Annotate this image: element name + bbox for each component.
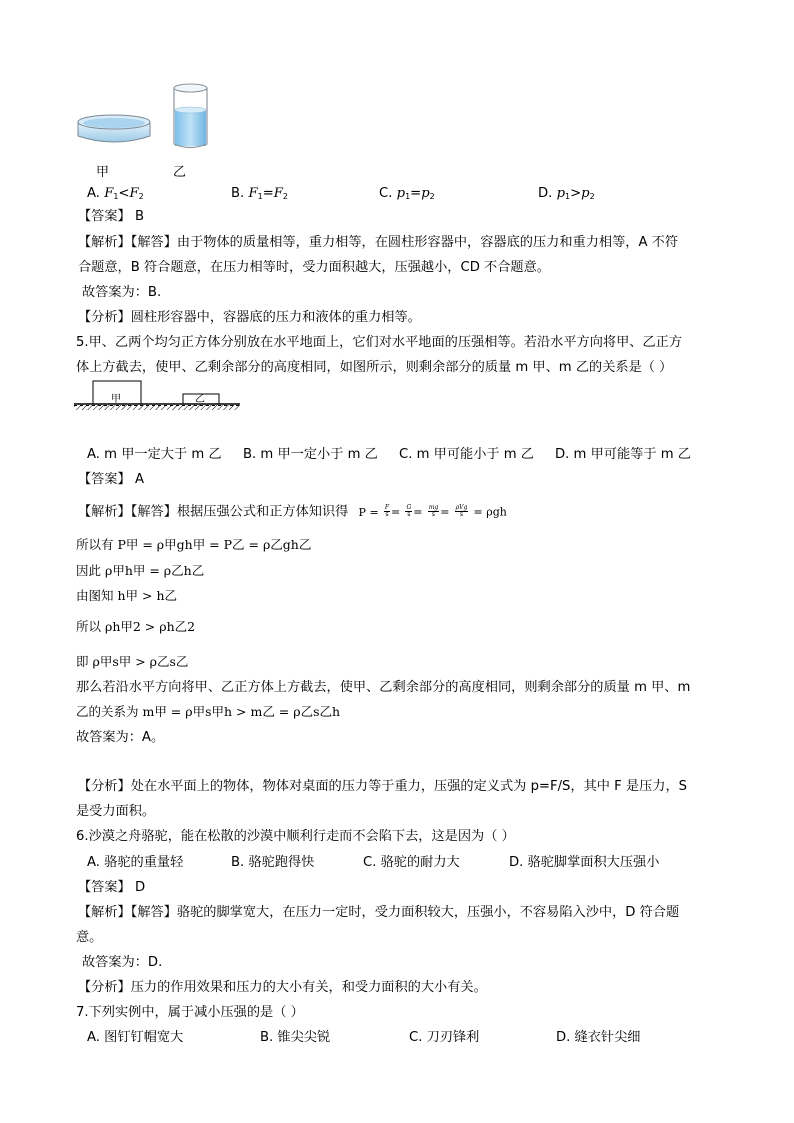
q5-option-a: A. m 甲一定大于 m 乙 (87, 447, 222, 462)
q4-analysis-line1: 【解析】【解答】由于物体的质量相等，重力相等，在圆柱形容器中，容器底的压力和重力相等，A 不符 (78, 235, 679, 250)
q5-note-line1: 【分析】处在水平面上的物体，物体对桌面的压力等于重力，压强的定义式为 p=F/S，其中 F 是压力，S (78, 779, 688, 794)
q6-analysis-line1: 【解析】【解答】骆驼的脚掌宽大，在压力一定时，受力面积较大，压强小，不容易陷入沙中，D 符合题 (78, 905, 680, 920)
q4-option-a: A. $F_1<F_2$ (87, 186, 144, 201)
q5-final-answer: 故答案为：A。 (76, 730, 165, 745)
q6-option-c: C. 骆驼的耐力大 (363, 855, 460, 870)
q5-figure-label-b: 乙 (195, 394, 205, 405)
q6-option-b: B. 骆驼跑得快 (231, 855, 315, 870)
q5-solution-line7: 那么若沿水平方向将甲、乙正方体上方截去，使甲、乙剩余部分的高度相同，则剩余部分的质量 m 甲、m (76, 680, 691, 695)
q5-solution-line4: 由图知 h甲 > h乙 (76, 588, 177, 603)
q5-solution-line5: 所以 ρh甲2 > ρh乙2 (76, 619, 196, 634)
q4-analysis-line2: 合题意，B 符合题意，在压力相等时，受力面积越大，压强越小，CD 不合题意。 (78, 260, 550, 275)
q6-final-answer: 故答案为：D. (82, 955, 163, 970)
q5-solution-line8: 乙的关系为 m甲 = ρ甲s甲h > m乙 = ρ乙s乙h (76, 704, 341, 719)
q5-solution-line2: 所以有 P甲 = ρ甲gh甲 = P乙 = ρ乙gh乙 (76, 537, 312, 552)
q5-answer: 【答案】 A (78, 472, 144, 487)
q4-final-answer: 故答案为：B. (82, 285, 162, 300)
q5-stem-line2: 体上方截去，使甲、乙剩余部分的高度相同，如图所示，则剩余部分的质量 m 甲、m 乙的关系是（ ） (76, 360, 673, 375)
q5-solution-line6: 即 ρ甲s甲 > ρ乙s乙 (76, 654, 189, 669)
dish-vessel (78, 115, 150, 142)
q4-figure (70, 82, 220, 182)
q5-solution-line1: 【解析】【解答】根据压强公式和正方体知识得 P = $\frac{F}{s}$ = $\frac{G}{s}$ = $\frac{mg}{s}$ = $\frac{\text{ρVg}}{s}$ = ρgh (78, 504, 507, 520)
q4-figure-label-b: 乙 (173, 165, 187, 180)
q6-analysis-line2: 意。 (76, 930, 103, 945)
q5-option-d: D. m 甲可能等于 m 乙 (555, 447, 691, 462)
q6-option-d: D. 骆驼脚掌面积大压强小 (509, 855, 660, 870)
q5-stem-line1: 5.甲、乙两个均匀正方体分别放在水平地面上，它们对水平地面的压强相等。若沿水平方向将甲、乙正方 (76, 335, 683, 350)
q4-option-c: C. $p_1=p_2$ (379, 186, 435, 201)
q5-figure-label-a: 甲 (111, 394, 121, 405)
q6-answer: 【答案】 D (78, 880, 146, 895)
q7-stem: 7.下列实例中，属于减小压强的是（ ） (76, 1005, 304, 1020)
q7-option-b: B. 锥尖尖锐 (260, 1030, 331, 1045)
q5-option-c: C. m 甲可能小于 m 乙 (399, 447, 534, 462)
q7-option-c: C. 刀刃锋利 (409, 1030, 480, 1045)
q7-option-a: A. 图钉钉帽宽大 (87, 1030, 184, 1045)
q6-option-a: A. 骆驼的重量轻 (87, 855, 184, 870)
q4-figure-label-a: 甲 (96, 165, 110, 180)
q7-option-d: D. 缝衣针尖细 (556, 1030, 641, 1045)
q5-note-line2: 是受力面积。 (76, 804, 156, 819)
q6-stem: 6.沙漠之舟骆驼，能在松散的沙漠中顺利行走而不会陷下去，这是因为（ ） (76, 829, 515, 844)
q4-answer: 【答案】 B (78, 209, 145, 224)
q5-option-b: B. m 甲一定小于 m 乙 (243, 447, 378, 462)
q5-figure (74, 378, 240, 414)
q4-option-b: B. $F_1=F_2$ (231, 186, 289, 201)
q4-option-d: D. $p_1>p_2$ (538, 186, 595, 201)
glass-vessel (174, 84, 207, 148)
ground-hatch (74, 405, 240, 410)
q4-note: 【分析】圆柱形容器中，容器底的压力和液体的重力相等。 (78, 310, 421, 325)
q5-solution-line3: 因此 ρ甲h甲 = ρ乙h乙 (76, 563, 205, 578)
q6-note: 【分析】压力的作用效果和压力的大小有关，和受力面积的大小有关。 (78, 980, 487, 995)
